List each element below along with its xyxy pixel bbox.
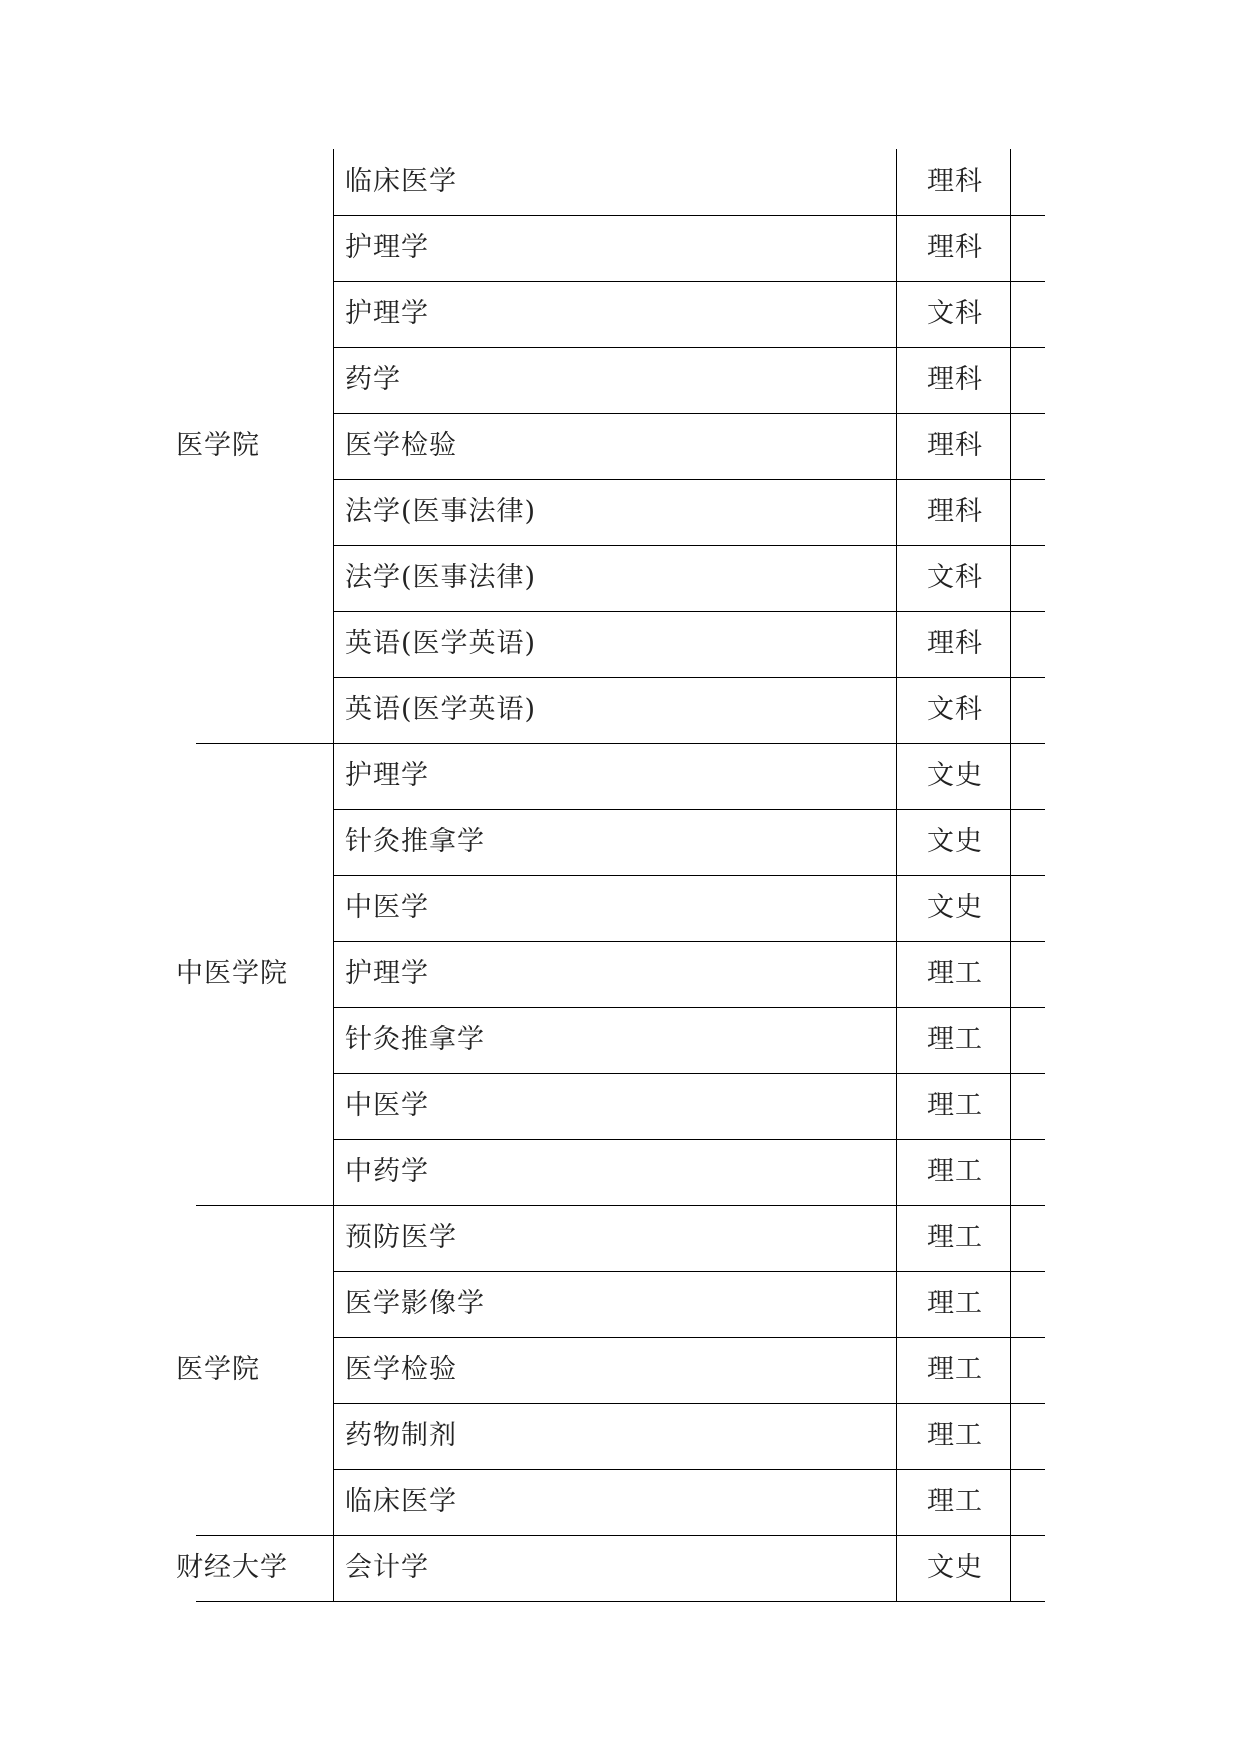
major-cell: 护理学 [345,760,429,791]
category-cell: 理工 [927,1486,983,1517]
category-cell: 理工 [927,1222,983,1253]
category-cell: 文科 [927,298,983,329]
category-cell: 理科 [927,430,983,461]
school-cell [176,1205,333,1535]
school-cell [176,743,333,1205]
category-cell: 理工 [927,1420,983,1451]
school-cell [176,149,333,743]
major-cell: 预防医学 [345,1222,457,1253]
major-cell: 针灸推拿学 [345,826,485,857]
major-cell: 英语(医学英语) [345,694,537,725]
major-cell: 法学(医事法律) [345,496,537,527]
category-cell: 理科 [927,166,983,197]
major-cell: 中医学 [345,1090,429,1121]
major-cell: 医学影像学 [345,1288,485,1319]
major-cell: 临床医学 [345,166,457,197]
table-bottom-border [196,1601,1045,1602]
major-cell: 英语(医学英语) [345,628,537,659]
major-cell: 护理学 [345,958,429,989]
school-name: 医学院 [176,1354,260,1385]
category-cell: 文史 [927,1552,983,1583]
column-divider-school [333,149,334,1601]
major-cell: 法学(医事法律) [345,562,537,593]
category-cell: 文科 [927,694,983,725]
category-cell: 文史 [927,826,983,857]
school-name: 中医学院 [176,958,288,989]
school-cell [176,1535,333,1601]
category-cell: 理科 [927,628,983,659]
category-cell: 理科 [927,364,983,395]
school-name: 医学院 [176,430,260,461]
category-cell: 文科 [927,562,983,593]
major-cell: 药学 [345,364,401,395]
column-divider-major [896,149,897,1601]
category-cell: 理科 [927,232,983,263]
major-cell: 中药学 [345,1156,429,1187]
category-cell: 理工 [927,1024,983,1055]
major-cell: 针灸推拿学 [345,1024,485,1055]
category-cell: 理科 [927,496,983,527]
major-cell: 临床医学 [345,1486,457,1517]
major-cell: 医学检验 [345,430,457,461]
category-cell: 理工 [927,1156,983,1187]
column-divider-category [1010,149,1011,1601]
major-cell: 中医学 [345,892,429,923]
major-cell: 医学检验 [345,1354,457,1385]
category-cell: 文史 [927,892,983,923]
major-cell: 护理学 [345,232,429,263]
category-cell: 文史 [927,760,983,791]
school-name: 财经大学 [176,1552,288,1583]
category-cell: 理工 [927,958,983,989]
category-cell: 理工 [927,1090,983,1121]
category-cell: 理工 [927,1354,983,1385]
category-cell: 理工 [927,1288,983,1319]
major-cell: 药物制剂 [345,1420,457,1451]
major-cell: 护理学 [345,298,429,329]
major-cell: 会计学 [345,1552,429,1583]
